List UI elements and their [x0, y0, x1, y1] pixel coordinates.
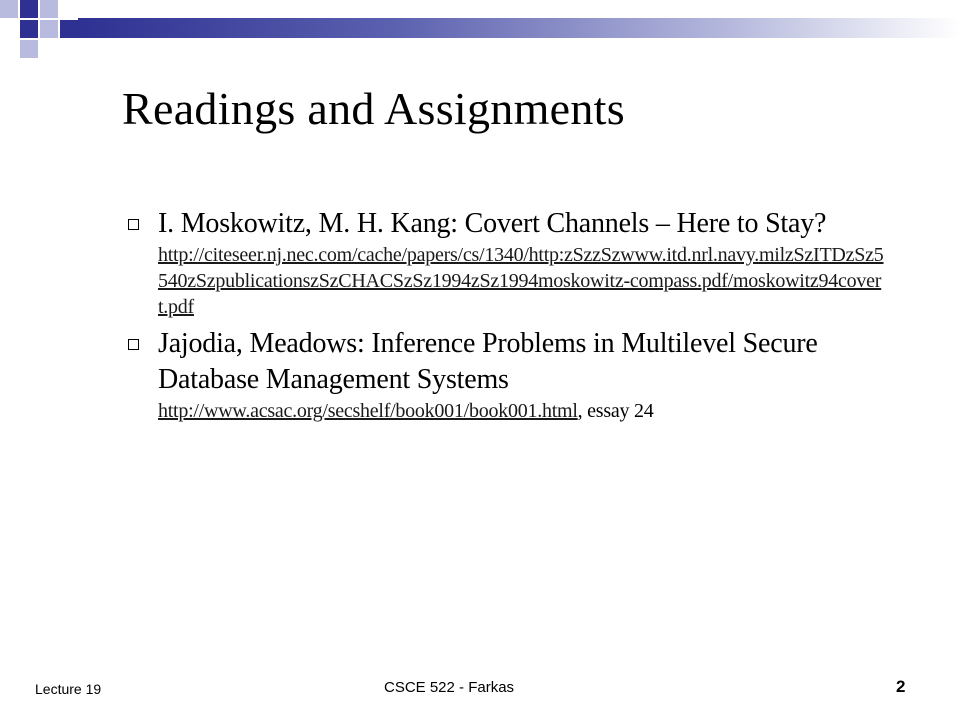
bullet-item	[128, 206, 888, 320]
bullet-text: I. Moskowitz, M. H. Kang: Covert Channels – Here to Stay?	[158, 208, 827, 239]
square-light	[40, 0, 58, 18]
square-bullet-icon	[128, 219, 139, 230]
bullet-list	[128, 206, 888, 430]
reference-link[interactable]: http://citeseer.nj.nec.com/cache/papers/cs/1340/http:zSzzSzwww.itd.nrl.navy.milzSzITDzSz5540zSzpublicationszSzCHACSzSz1994zSz1994moskowitz-compass.pdf/moskowitz94covert.pdf	[158, 244, 884, 318]
square-dark	[60, 20, 78, 38]
square-bullet-icon	[128, 339, 139, 350]
reference-link[interactable]: http://www.acsac.org/secshelf/book001/book001.html	[158, 400, 578, 422]
bullet-item	[128, 326, 888, 424]
bullet-text: Jajodia, Meadows: Inference Problems in Multilevel Secure Database Management Systems	[158, 328, 818, 395]
square-dark	[20, 0, 38, 18]
header-gradient-bar	[78, 18, 960, 38]
footer-course-label: CSCE 522 - Farkas	[384, 679, 515, 696]
square-light	[40, 20, 58, 38]
header-decoration	[0, 0, 960, 60]
square-light	[0, 0, 18, 18]
square-dark	[20, 20, 38, 38]
footer-lecture-label: Lecture 19	[35, 681, 102, 697]
decorative-squares	[0, 0, 80, 60]
link-line	[158, 398, 888, 424]
link-note: , essay 24	[577, 400, 654, 422]
slide-title: Readings and Assignments	[122, 83, 625, 134]
link-line	[158, 242, 888, 320]
page-number: 2	[896, 677, 906, 696]
square-light	[20, 40, 38, 58]
